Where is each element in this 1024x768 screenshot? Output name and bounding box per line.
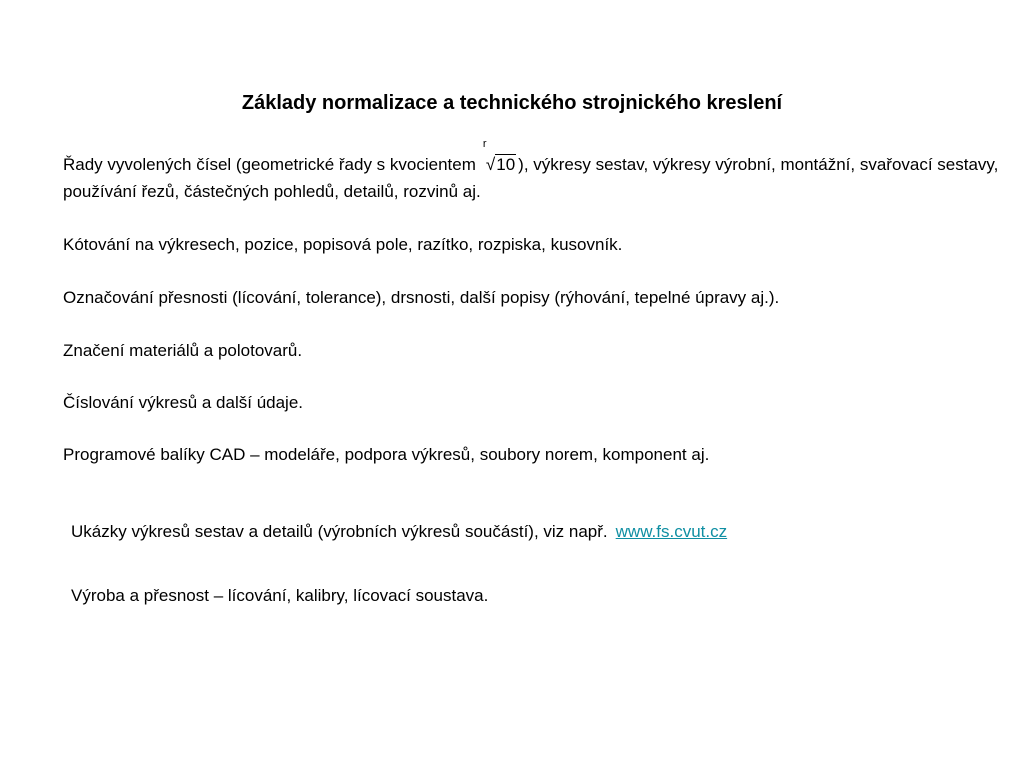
examples-paragraph xyxy=(71,518,1011,545)
numbering-paragraph: Číslování výkresů a další údaje. xyxy=(63,393,304,412)
slide-title: Základy normalizace a technického strojnického kreslení xyxy=(241,92,783,114)
cad-paragraph: Programové balíky CAD – modeláře, podpora výkresů, soubory norem, komponent aj. xyxy=(63,445,710,464)
fs-cvut-link[interactable]: www.fs.cvut.cz xyxy=(615,522,728,541)
production-paragraph: Výroba a přesnost – lícování, kalibry, lícovací soustava. xyxy=(71,586,489,605)
materials-paragraph: Značení materiálů a polotovarů. xyxy=(63,341,303,360)
precision-paragraph: Označování přesnosti (lícování, tolerance), drsnosti, další popisy (rýhování, tepelné úpravy aj.). xyxy=(63,288,780,307)
series-prefix: Řady vyvolených čísel (geometrické řady s kvocientem xyxy=(63,155,476,174)
number-series-paragraph xyxy=(63,138,1003,205)
examples-text: Ukázky výkresů sestav a detailů (výrobních výkresů součástí), viz např. xyxy=(71,522,608,541)
series-suffix: ), výkresy sestav, výkresy výrobní, montážní, svařovací sestavy, používání řezů, částečných pohledů, detailů, rozvinů aj. xyxy=(63,155,999,201)
root-expression xyxy=(482,138,516,178)
root-index: r xyxy=(482,138,487,150)
root-sign: √ xyxy=(485,155,496,174)
dimensioning-paragraph: Kótování na výkresech, pozice, popisová pole, razítko, rozpiska, kusovník. xyxy=(63,235,623,254)
root-radicand: 10 xyxy=(496,155,516,174)
